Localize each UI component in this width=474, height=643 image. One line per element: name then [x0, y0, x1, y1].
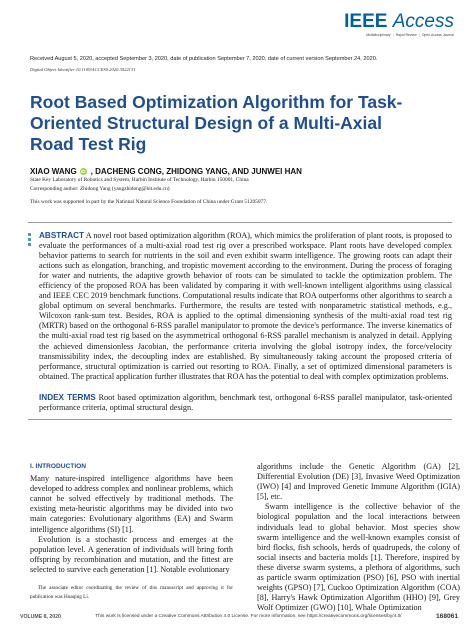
right-column [257, 462, 460, 613]
license-text[interactable]: This work is licensed under a Creative Commons Attribution 4.0 License. For more information, see https://creativecommons.org/licenses/by/4.0/ [95, 614, 402, 619]
corresponding-author: Corresponding author: Zhidong Yang (yangzhidong@hit.edu.cn) [30, 186, 170, 192]
publication-dates: Received August 5, 2020, accepted September 3, 2020, date of publication September 7, 2020, date of current version September 24, 2020. [30, 56, 378, 62]
editor-footnote: The associate editor coordinating the review of this manuscript and approving it for publication was Huaqing Li. [30, 585, 233, 601]
orcid-icon[interactable]: iD [80, 169, 86, 174]
intro-paragraph-2: Evolution is a stochastic process and emerges at the population level. A generation of individuals will bring forth offspring by recombination and mutation, and the fittest are selected to survive each generation [1]. Notable evolutionary [30, 534, 233, 574]
index-terms-label: INDEX TERMS [39, 392, 96, 402]
intro-paragraph-1: Many nature-inspired intelligence algorithms have been developed to address complex and nonlinear problems, which cannot be solved effectively by traditional methods. The existing meta-heuristic algorithms may be divided into two main categories: Evolutionary algorithms (EA) and Swarm intelligence algorithms (SI) [1]. [30, 474, 233, 534]
abstract-label: ABSTRACT [39, 231, 85, 240]
logo-ieee: IEEE [344, 11, 388, 32]
logo-access: Access [392, 11, 454, 32]
ieee-access-logo [344, 12, 454, 37]
intro-paragraph-3: algorithms include the Genetic Algorithm (GA) [2], Differential Evolution (DE) [3], Invasive Weed Optimization (IWO) [4] and Improved Genetic Immune Algorithm (IGIA) [5], etc. [257, 462, 460, 502]
abstract-box [28, 222, 452, 420]
volume-label: VOLUME 8, 2020 [20, 613, 61, 620]
index-terms-text: Root based optimization algorithm, benchmark test, orthogonal 6-RSS parallel manipulator, task-oriented performance criteria, optimal structural design. [39, 392, 452, 412]
left-column [30, 462, 233, 575]
author-list [30, 167, 302, 176]
index-terms-paragraph [28, 393, 452, 413]
abstract-paragraph [34, 231, 452, 382]
abstract-divider [28, 419, 452, 420]
doi-line: Digital Object Identifier 10.1109/ACCESS.2020.3022131 [30, 67, 136, 72]
logo-wordmark [344, 12, 454, 32]
paper-title: Root Based Optimization Algorithm for Task-Oriented Structural Design of a Multi-Axial Road Test Rig [30, 92, 403, 154]
affiliation: State Key Laboratory of Robotics and System, Harbin Institute of Technology, Harbin 150001, China [30, 177, 249, 183]
intro-paragraph-4: Swarm intelligence is the collective behavior of the biological population and the local interactions between individuals lead to global behavior. Most species show swarm intelligence and the well-known examples consist of bird flocks, fish schools, herds of quadrupeds, the colony of social insects and bacteria molds [1]. Therefore, inspired by these diverse swarm systems, a plethora of algorithms, such as particle swarm optimization (PSO) [6], PSO with inertial weights (GPSO) [7], Cuckoo Optimization Algorithm (COA) [8], Harry's Hawk Optimization Algorithm (HHO) [9], Grey Wolf Optimizer (GWO) [10], Whale Optimization [257, 502, 460, 613]
logo-tagline: Multidisciplinary ⋮ Rapid Review ⋮ Open Access Journal [366, 33, 454, 37]
introduction-heading: I. INTRODUCTION [30, 463, 87, 470]
first-author: XIAO WANG [30, 167, 77, 176]
page-footer [20, 613, 458, 620]
page-number: 168061 [435, 613, 458, 620]
funding-note: This work was supported in part by the National Natural Science Foundation of China under Grant 51205077. [30, 199, 268, 205]
abstract-text: A novel root based optimization algorithm (ROA), which mimics the proliferation of plant roots, is proposed to evaluate the performances of a multi-axial road test rig over a prescribed workspace. Plant roots have developed complex behavior patterns to search for nutrients in the soil and even exhibit swarm intelligence. The growing roots can adapt their actions such as elongation, branching, and tropistic movement according to the environment. During the process of foraging for water and nutrients, the adaptive growth behavior of roots can be simulated to tackle the optimization problem. The efficiency of the proposed ROA has been validated by comparing it with well-known intelligent algorithms using classical and IEEE CEC 2019 benchmark functions. Computational results indicate that ROA outperforms other algorithms to search a global optimum on several benchmarks. Furthermore, the results are tested with nonparametric statistical methods, e.g., Wilcoxon rank-sum test. Besides, ROA is applied to the optimal dimensioning synthesis of the multi-axial road test rig (MRTR) based on the orthogonal 6-RSS parallel manipulator to promote the device's performance. The inverse kinematics of the multi-axial road test rig based on the asymmetrical orthogonal 6-RSS parallel mechanism is analyzed in detail. Applying the achieved dimensionless Jacobian, the performance criteria involving the global isotropy index, the force/velocity transmissibility index, the decoupling index are established. By simultaneously taking account the proposed criteria of performance, structural optimization is carried out resorting to ROA. Finally, a set of optimized dimensional parameters is obtained. The practical application further illustrates that ROA has the potential to deal with complex optimization problems. [39, 231, 452, 381]
other-authors: , DACHENG CONG, ZHIDONG YANG, AND JUNWEI HAN [90, 167, 302, 176]
